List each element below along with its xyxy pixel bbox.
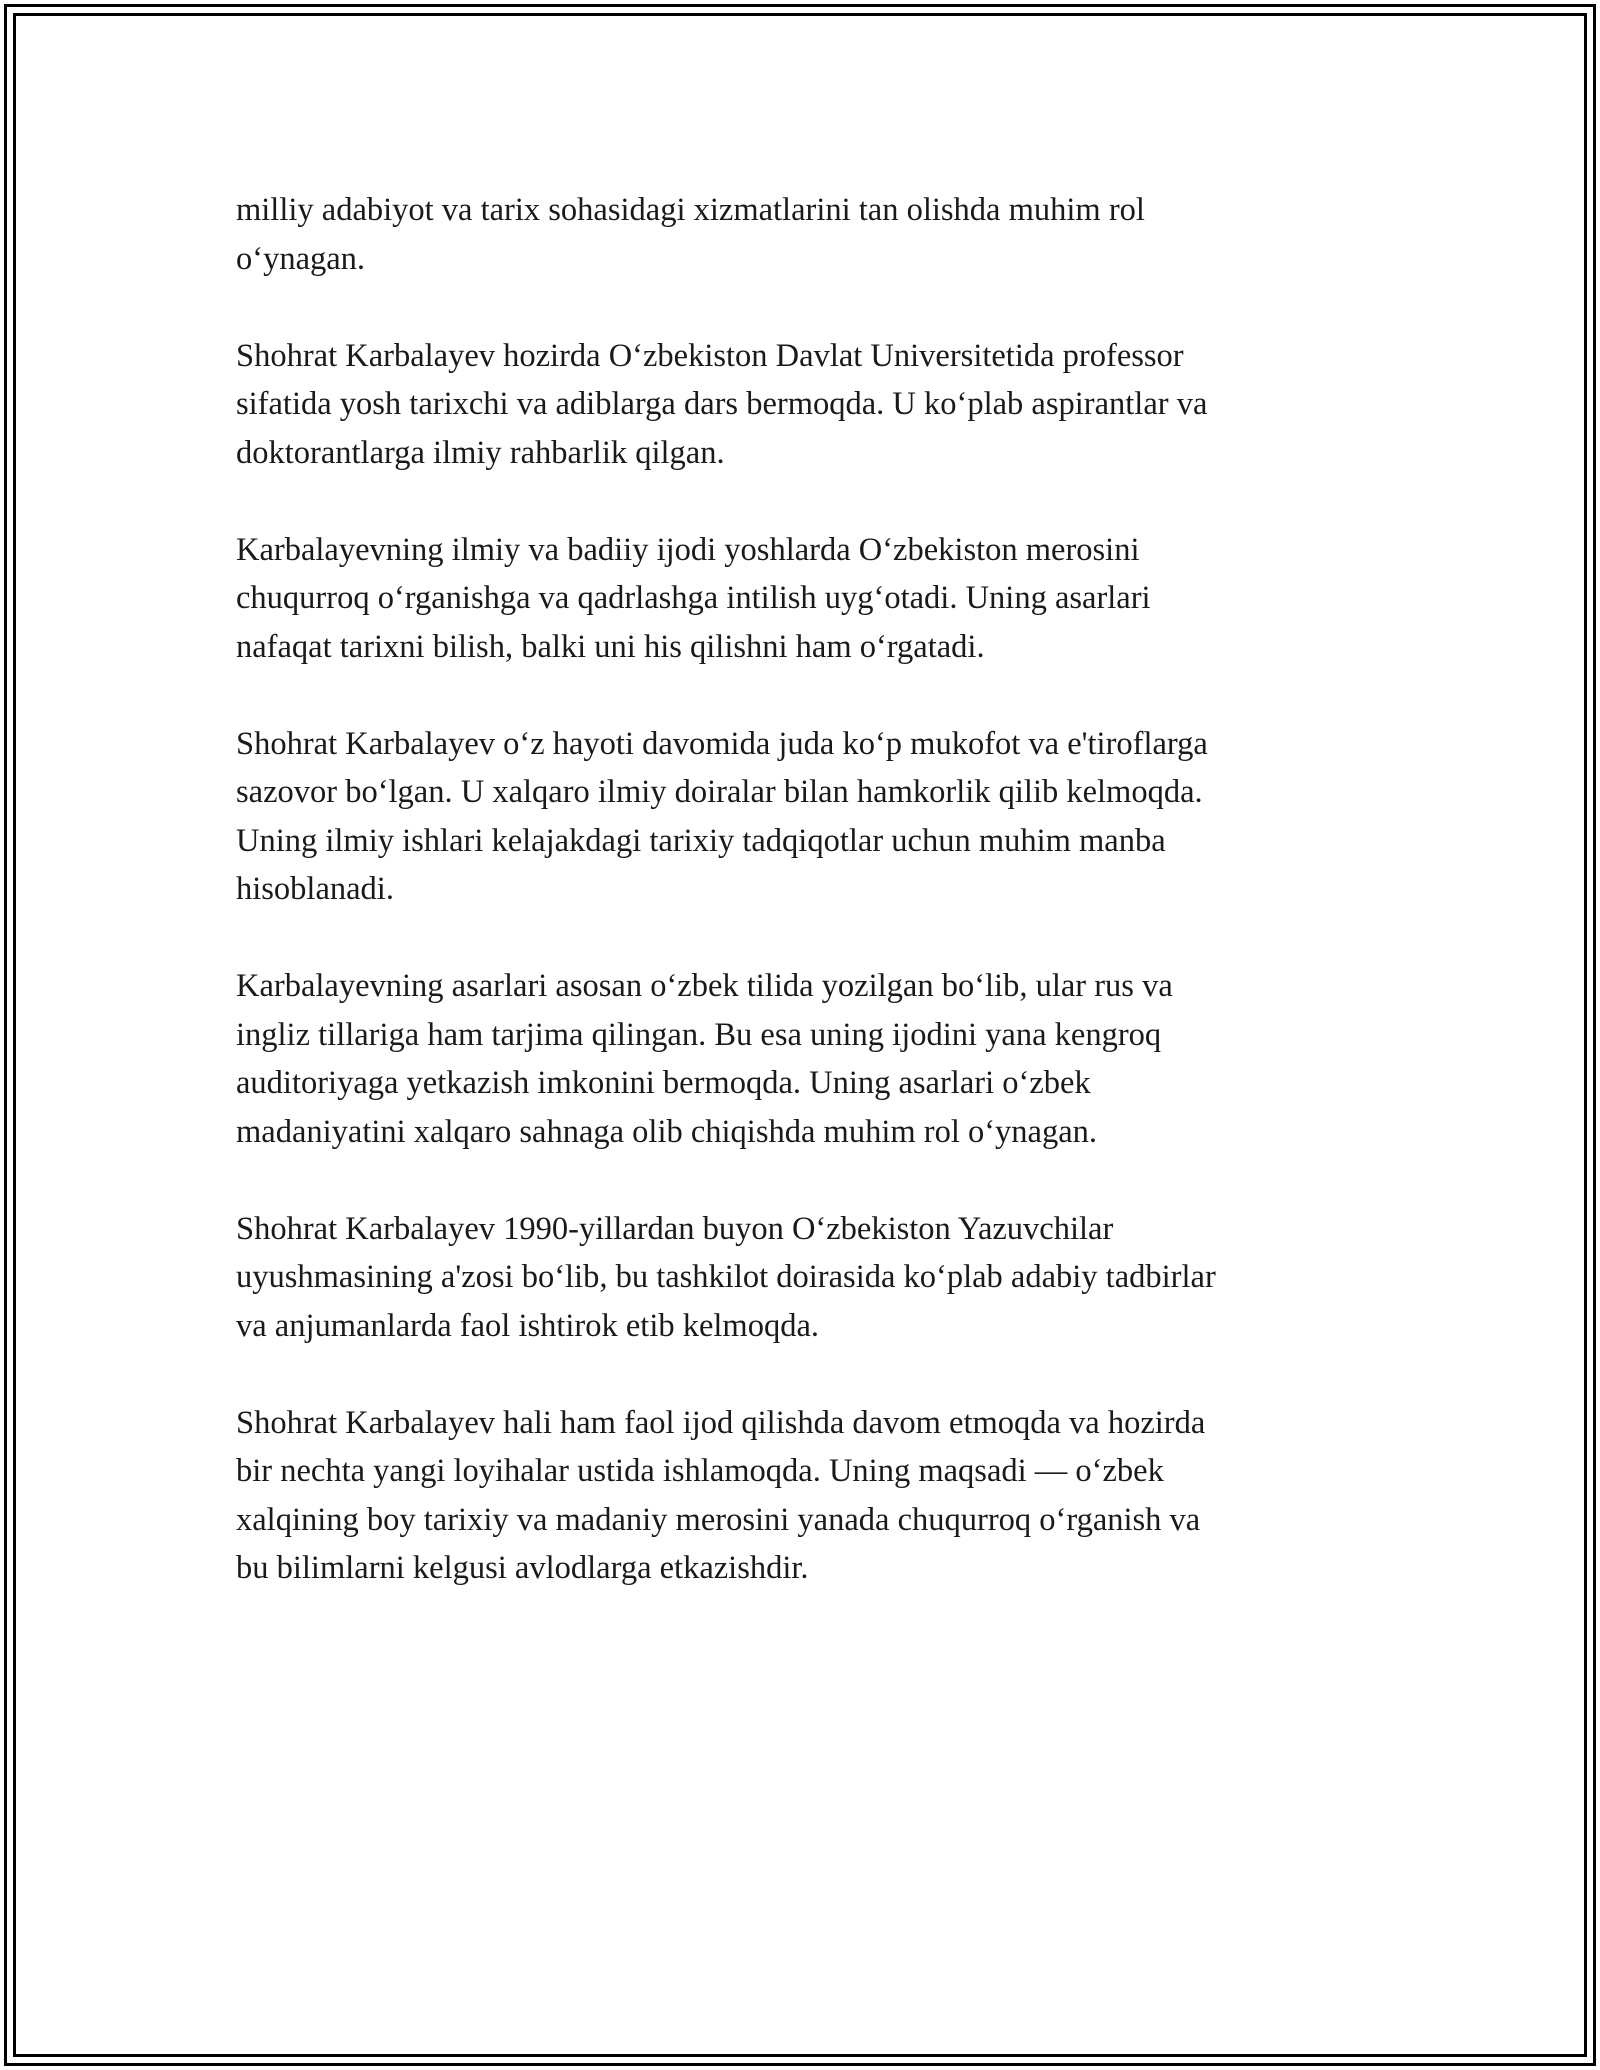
paragraph: Karbalayevning asarlari asosan o‘zbek tilida yozilgan bo‘lib, ular rus va ingliz tillariga ham tarjima qilingan. Bu esa uning ijodini yana kengroq auditoriyaga yetkazish imkonini bermoqda. Uning asarlari o‘zbek madaniyatini xalqaro sahnaga olib chiqishda muhim rol o‘ynagan. [236,968,1173,1150]
paragraph: Shohrat Karbalayev 1990-yillardan buyon O‘zbekiston Yazuvchilar uyushmasining a'zosi bo‘lib, bu tashkilot doirasida ko‘plab adabiy tadbirlar va anjumanlarda faol ishtirok etib kelmoqda. [236,1210,1216,1344]
paragraph: Shohrat Karbalayev o‘z hayoti davomida juda ko‘p mukofot va e'tiroflarga sazovor bo‘lgan. U xalqaro ilmiy doiralar bilan hamkorlik qilib kelmoqda. Uning ilmiy ishlari kelajakdagi tarixiy tadqiqotlar uchun muhim manba hisoblanadi. [236,725,1208,907]
paragraph: milliy adabiyot va tarix sohasidagi xizmatlarini tan olishda muhim rol o‘ynagan. [236,192,1145,277]
paragraph: Karbalayevning ilmiy va badiiy ijodi yoshlarda O‘zbekiston merosini chuqurroq o‘rganishga va qadrlashga intilish uyg‘otadi. Uning asarlari nafaqat tarixni bilish, balki uni his qilishni ham o‘rgatadi. [236,531,1151,665]
paragraph: Shohrat Karbalayev hali ham faol ijod qilishda davom etmoqda va hozirda bir nechta yangi loyihalar ustida ishlamoqda. Uning maqsadi — o‘zbek xalqining boy tarixiy va madaniy merosini yanada chuqurroq o‘rganish va bu bilimlarni kelgusi avlodlarga etkazishdir. [236,1404,1206,1586]
paragraph: Shohrat Karbalayev hozirda O‘zbekiston Davlat Universitetida professor sifatida yosh tarixchi va adiblarga dars bermoqda. U ko‘plab aspirantlar va doktorantlarga ilmiy rahbarlik qilgan. [236,337,1208,471]
document-body [236,186,1366,1641]
